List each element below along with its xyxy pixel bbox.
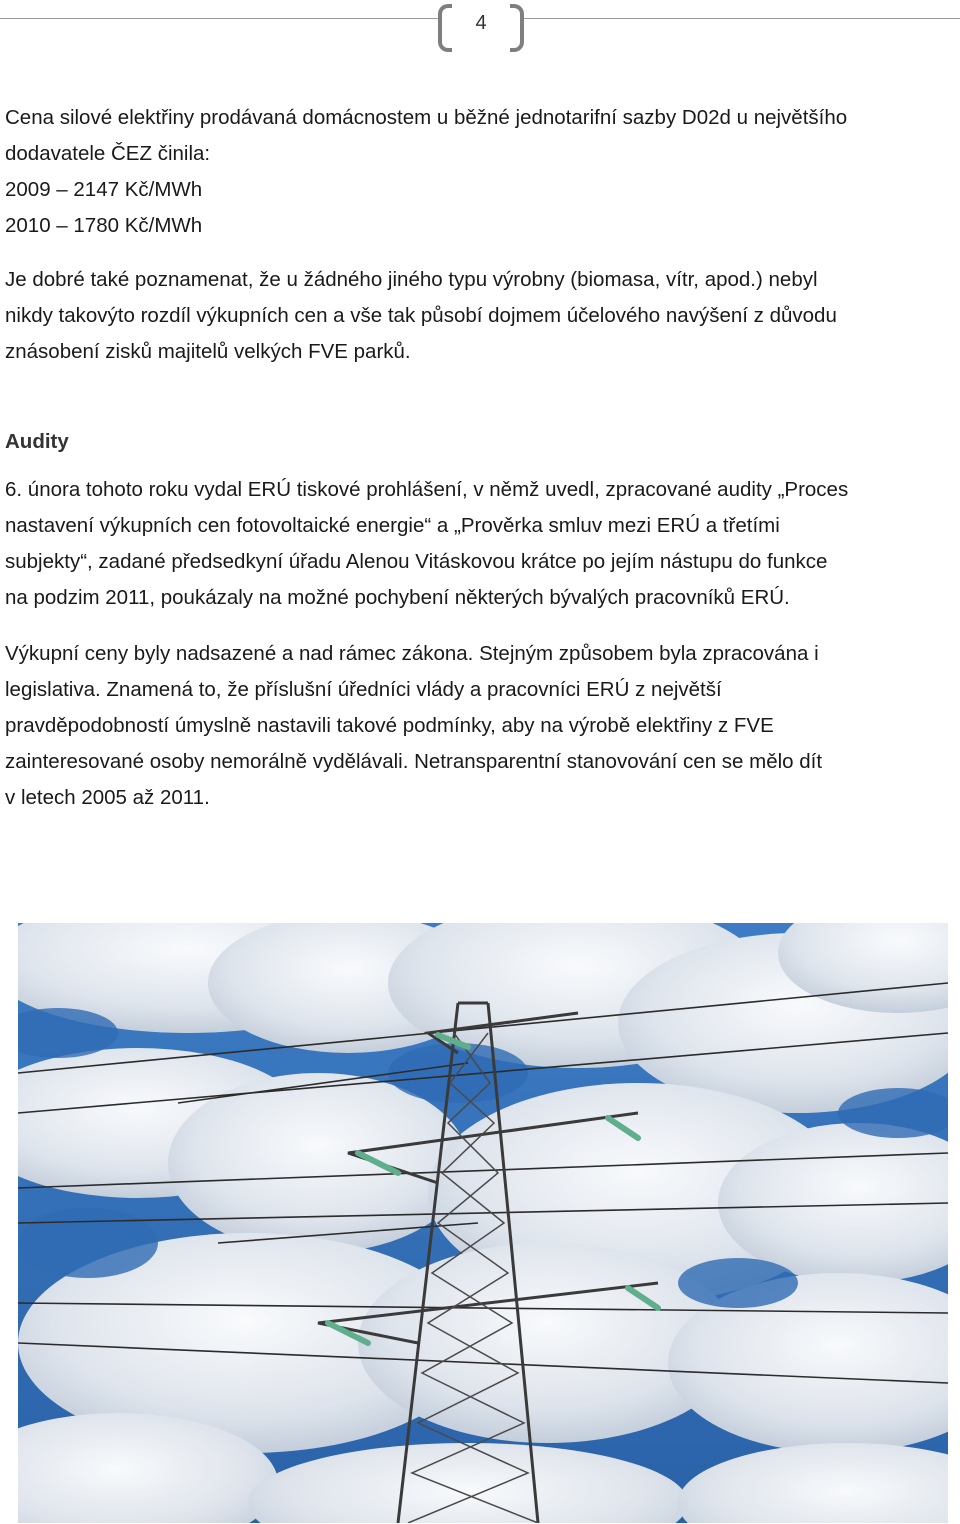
audit-para2-line: zainteresované osoby nemorálně vydělávali. Netransparentní stanovování cen se mělo dít — [5, 750, 823, 773]
audit-para2-line: pravděpodobností úmyslně nastavili takové podmínky, aby na výrobě elektřiny z FVE — [5, 714, 774, 737]
audit-para1-line: 6. února tohoto roku vydal ERÚ tiskové prohlášení, v němž uvedl, zpracované audity „Proces — [5, 478, 849, 501]
audit-para1-line: na podzim 2011, poukázaly na možné pochybení některých bývalých pracovníků ERÚ. — [5, 586, 790, 609]
note-line-3: znásobení zisků majitelů velkých FVE parků. — [5, 340, 411, 363]
page-number: 4 — [475, 12, 487, 34]
audit-para1-line: nastavení výkupních cen fotovoltaické energie“ a „Prověrka smluv mezi ERÚ a třetími — [5, 514, 780, 537]
header-rule-right — [524, 18, 960, 19]
pylon-illustration — [18, 923, 948, 1523]
section-heading-audity: Audity — [5, 430, 69, 453]
audit-para2-line: legislativa. Znamená to, že příslušní úředníci vlády a pracovníci ERÚ z největší — [5, 678, 722, 701]
page-header — [438, 0, 524, 48]
power-pylon-photo — [18, 923, 948, 1523]
audit-para1-line: subjekty“, zadané předsedkyní úřadu Alenou Vitáskovou krátce po jejím nástupu do funkce — [5, 550, 828, 573]
audit-para2-line: v letech 2005 až 2011. — [5, 786, 210, 809]
intro-line-1: Cena silové elektřiny prodávaná domácnostem u běžné jednotarifní sazby D02d u největšího — [5, 106, 848, 129]
audit-para2-line: Výkupní ceny byly nadsazené a nad rámec zákona. Stejným způsobem byla zpracována i — [5, 642, 819, 665]
document-body — [5, 100, 955, 816]
intro-line-2: dodavatele ČEZ činila: — [5, 142, 211, 165]
price-2010: 2010 – 1780 Kč/MWh — [5, 214, 203, 237]
note-line-1: Je dobré také poznamenat, že u žádného jiného typu výrobny (biomasa, vítr, apod.) nebyl — [5, 268, 818, 291]
header-rule-left — [0, 18, 438, 19]
price-2009: 2009 – 2147 Kč/MWh — [5, 178, 203, 201]
note-line-2: nikdy takovýto rozdíl výkupních cen a vše tak působí dojmem účelového navýšení z důvodu — [5, 304, 837, 327]
